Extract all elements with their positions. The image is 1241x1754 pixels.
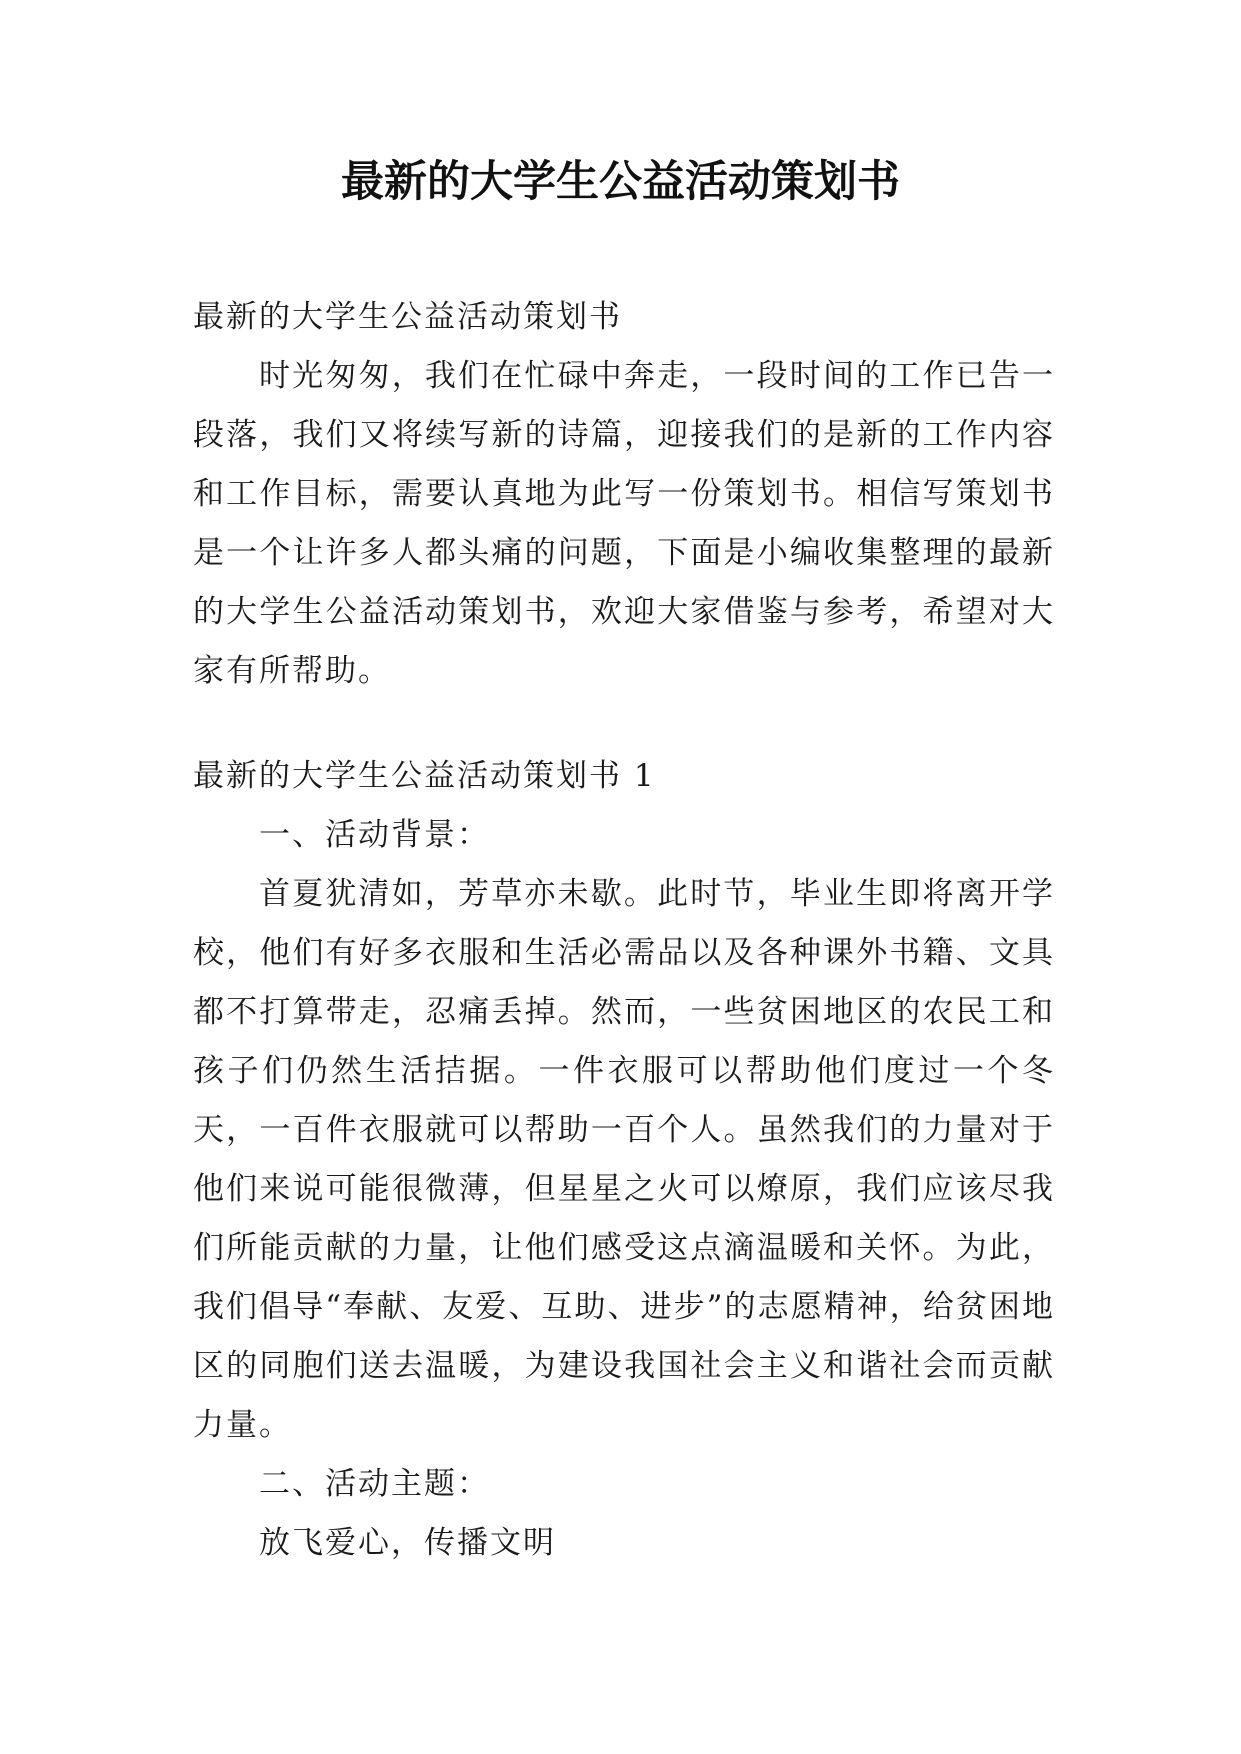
document-body (193, 288, 1055, 1573)
document-subtitle: 最新的大学生公益活动策划书 (193, 299, 622, 335)
document-title: 最新的大学生公益活动策划书 (341, 157, 900, 207)
section-1-title: 最新的大学生公益活动策划书 1 (193, 758, 656, 794)
background-paragraph: 首夏犹清如，芳草亦未歇。此时节，毕业生即将离开学校，他们有好多衣服和生活必需品以及各种课外书籍、文具都不打算带走，忍痛丢掉。然而，一些贫困地区的农民工和孩子们仍然生活拮据。一件衣服可以帮助他们度过一个冬天，一百件衣服就可以帮助一百个人。虽然我们的力量对于他们来说可能很微薄，但星星之火可以燎原，我们应该尽我们所能贡献的力量，让他们感受这点滴温暖和关怀。为此，我们倡导“奉献、友爱、互助、进步”的志愿精神，给贫困地区的同胞们送去温暖，为建设我国社会主义和谐社会而贡献力量。 (193, 876, 1055, 1443)
heading-background: 一、活动背景： (259, 817, 490, 853)
theme-paragraph: 放飞爱心，传播文明 (259, 1525, 556, 1561)
intro-paragraph: 时光匆匆，我们在忙碌中奔走，一段时间的工作已告一段落，我们又将续写新的诗篇，迎接我们的是新的工作内容和工作目标，需要认真地为此写一份策划书。相信写策划书是一个让许多人都头痛的问题，下面是小编收集整理的最新的大学生公益活动策划书，欢迎大家借鉴与参考，希望对大家有所帮助。 (193, 358, 1055, 689)
heading-theme: 二、活动主题： (259, 1466, 490, 1502)
